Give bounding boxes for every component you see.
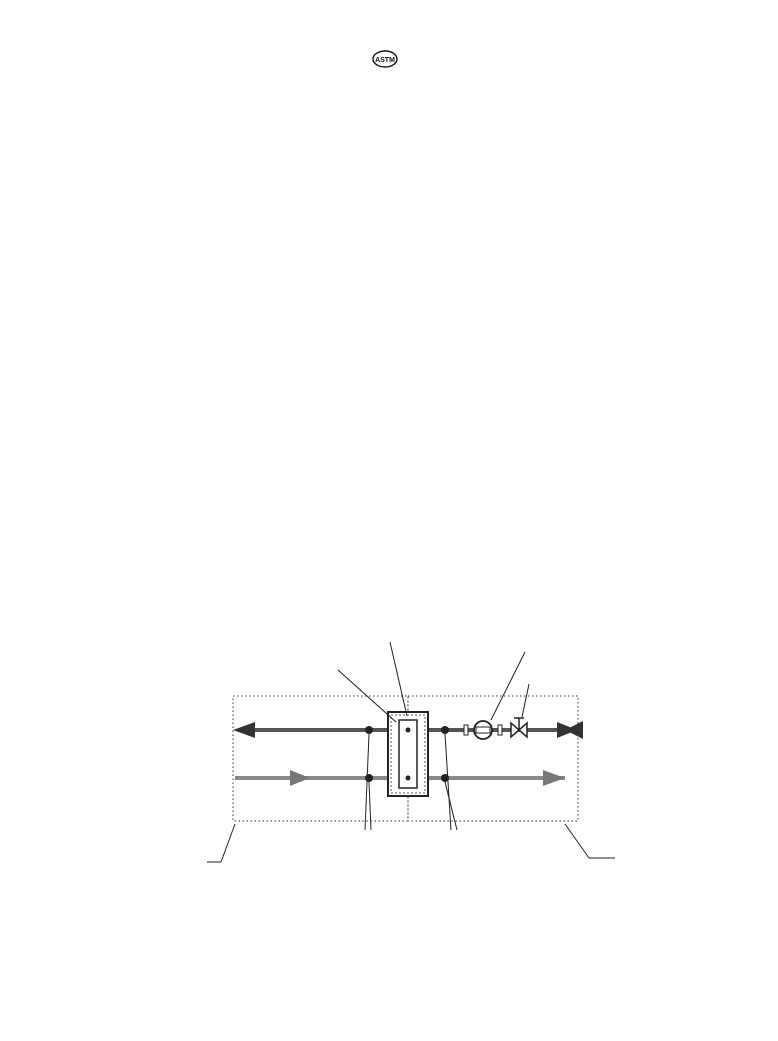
supply-arrow-right-2-icon [543, 770, 565, 786]
left-column [42, 80, 378, 94]
right-column [400, 80, 736, 96]
sensor-supply-top [365, 726, 373, 734]
inflow-arrow-icon [565, 721, 583, 739]
return-arrow-left-icon [233, 722, 255, 738]
sensor-supply-bottom [365, 774, 373, 782]
supply-arrow-right-icon [290, 770, 310, 786]
sensor-load-top [441, 726, 449, 734]
supply-side-box [233, 696, 408, 821]
load-side-box [408, 696, 578, 821]
astm-logo-icon [372, 50, 398, 68]
heat-exchanger-schematic [95, 612, 695, 912]
page-header [0, 50, 778, 68]
svg-text:ASTM: ASTM [375, 57, 395, 65]
